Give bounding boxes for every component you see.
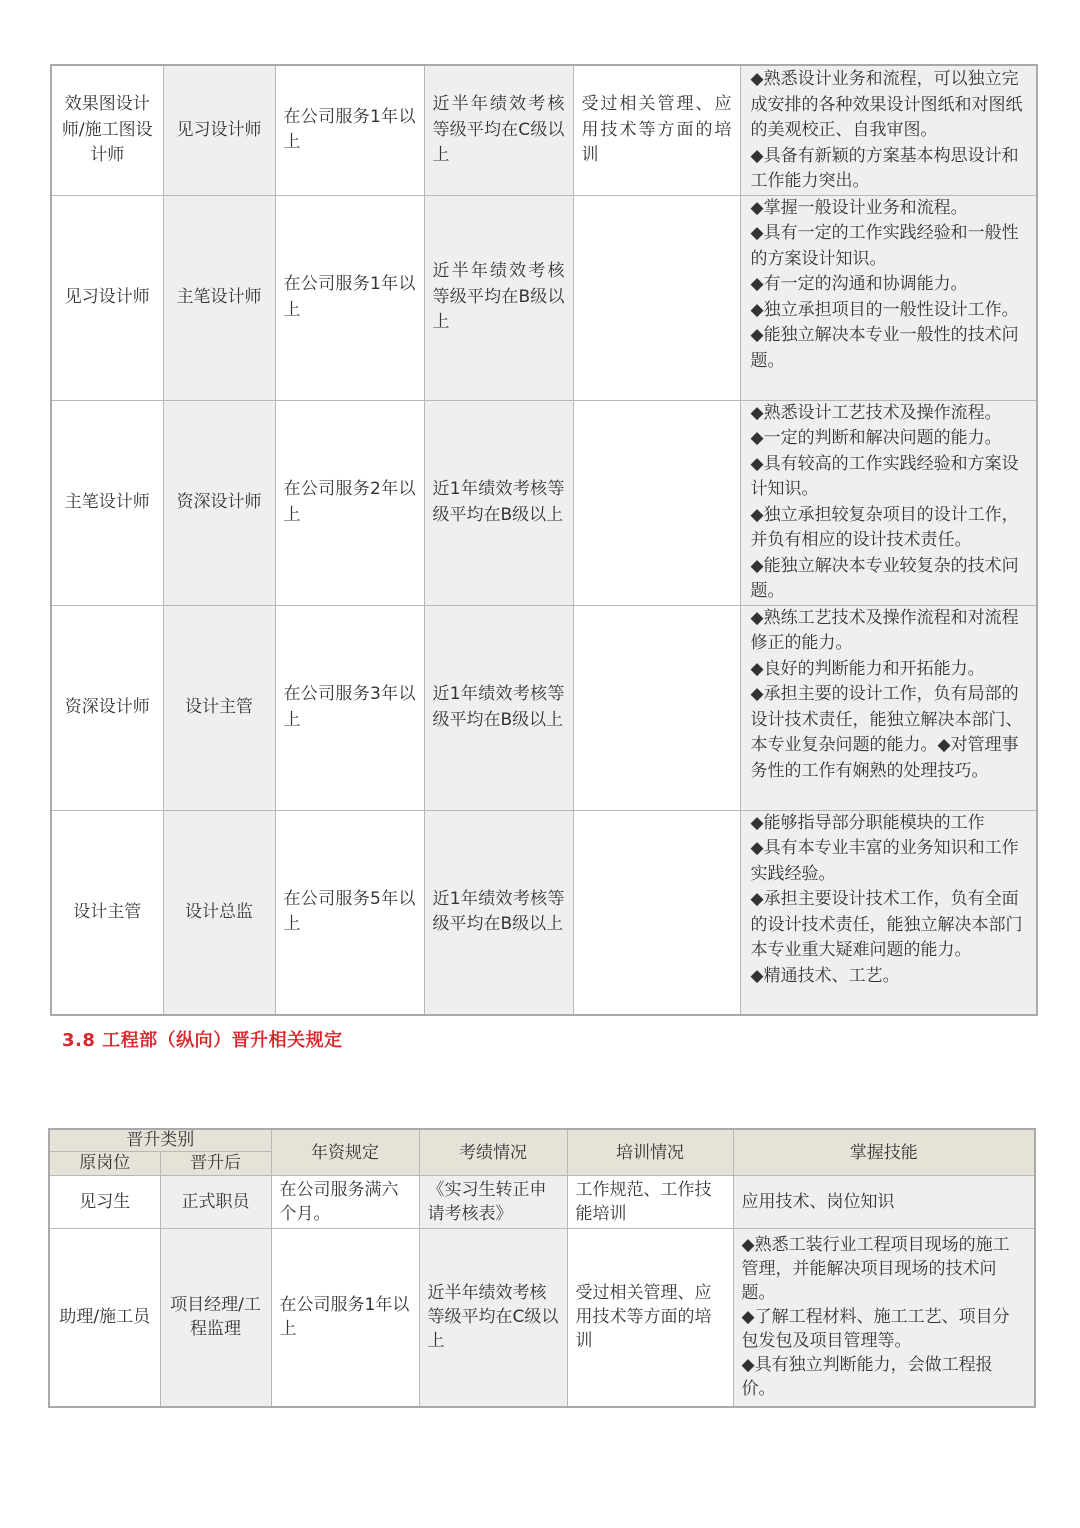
- seniority-cell: 在公司服务1年以上: [271, 1229, 419, 1407]
- table-row: [51, 605, 1037, 810]
- original-position-cell: 资深设计师: [51, 605, 163, 810]
- section-heading: 3.8 工程部（纵向）晋升相关规定: [62, 1030, 343, 1051]
- table-row: [49, 1229, 1035, 1407]
- table-row: [51, 810, 1037, 1015]
- skill-item: ◆熟悉设计业务和流程，可以独立完成安排的各种效果设计图纸和对图纸的美观校正、自我审图。: [750, 69, 1023, 140]
- skill-item: ◆能独立解决本专业较复杂的技术问题。: [750, 555, 1019, 601]
- header-seniority: 年资规定: [271, 1129, 419, 1176]
- skill-item: ◆精通技术、工艺。: [750, 965, 900, 986]
- skill-item: ◆具有独立判断能力，会做工程报价。: [741, 1355, 993, 1400]
- performance-cell: 近半年绩效考核等级平均在C级以上: [419, 1229, 567, 1407]
- header-original-position: 原岗位: [49, 1152, 160, 1176]
- skills-cell: [733, 1176, 1035, 1229]
- performance-cell: 近1年绩效考核等级平均在B级以上: [424, 605, 573, 810]
- table-row: [51, 400, 1037, 605]
- header-performance: 考绩情况: [419, 1129, 567, 1176]
- skill-item: ◆熟悉工装行业工程项目现场的施工管理，并能解决项目现场的技术问题。: [741, 1235, 1010, 1304]
- skills-cell: [740, 195, 1037, 400]
- promoted-position-cell: 主笔设计师: [163, 195, 275, 400]
- performance-cell: 近1年绩效考核等级平均在B级以上: [424, 400, 573, 605]
- performance-cell: 近1年绩效考核等级平均在B级以上: [424, 810, 573, 1015]
- seniority-cell: 在公司服务1年以上: [275, 65, 424, 195]
- training-cell: 工作规范、工作技能培训: [567, 1176, 733, 1229]
- seniority-cell: 在公司服务满六个月。: [271, 1176, 419, 1229]
- header-skills: 掌握技能: [733, 1129, 1035, 1176]
- skill-item: ◆有一定的沟通和协调能力。: [750, 274, 968, 294]
- skill-item: ◆熟悉设计工艺技术及操作流程。: [750, 402, 1002, 423]
- original-position-cell: 设计主管: [51, 810, 163, 1015]
- training-cell: [573, 400, 740, 605]
- skill-item: ◆能独立解决本专业一般性的技术问题。: [750, 325, 1019, 371]
- promoted-position-cell: 设计主管: [163, 605, 275, 810]
- skill-item: 应用技术、岗位知识: [741, 1192, 895, 1212]
- skill-item: ◆承担主要设计技术工作，负有全面的设计技术责任，能独立解决本部门本专业重大疑难问题的能力。: [750, 889, 1023, 960]
- engineering-promotion-table: [48, 1128, 1036, 1408]
- header-promoted-position: 晋升后: [160, 1152, 271, 1176]
- training-cell: [573, 810, 740, 1015]
- skill-item: ◆熟练工艺技术及操作流程和对流程修正的能力。: [750, 607, 1019, 653]
- skills-cell: [740, 810, 1037, 1015]
- original-position-cell: 助理/施工员: [49, 1229, 160, 1407]
- table-row: [51, 65, 1037, 195]
- skills-cell: [740, 605, 1037, 810]
- skill-item: ◆能够指导部分职能模块的工作: [750, 812, 985, 833]
- seniority-cell: 在公司服务3年以上: [275, 605, 424, 810]
- skill-item: ◆了解工程材料、施工工艺、项目分包发包及项目管理等。: [741, 1307, 1010, 1352]
- performance-cell: 近半年绩效考核等级平均在C级以上: [424, 65, 573, 195]
- skill-item: ◆掌握一般设计业务和流程。: [750, 197, 968, 218]
- training-cell: [573, 195, 740, 400]
- original-position-cell: 见习生: [49, 1176, 160, 1229]
- training-cell: 受过相关管理、应用技术等方面的培训: [573, 65, 740, 195]
- header-row: [49, 1129, 1035, 1152]
- training-cell: 受过相关管理、应用技术等方面的培训: [567, 1229, 733, 1407]
- training-cell: [573, 605, 740, 810]
- skill-item: ◆独立承担较复杂项目的设计工作，并负有相应的设计技术责任。: [750, 504, 1019, 550]
- promoted-position-cell: 项目经理/工程监理: [160, 1229, 271, 1407]
- skill-item: ◆承担主要的设计工作，负有局部的设计技术责任，能独立解决本部门、本专业复杂问题的能力。◆对管理事务性的工作有娴熟的处理技巧。: [750, 684, 1023, 781]
- promoted-position-cell: 设计总监: [163, 810, 275, 1015]
- skills-cell: [733, 1229, 1035, 1407]
- original-position-cell: 效果图设计师/施工图设计师: [51, 65, 163, 195]
- skills-cell: [740, 400, 1037, 605]
- seniority-cell: 在公司服务1年以上: [275, 195, 424, 400]
- seniority-cell: 在公司服务2年以上: [275, 400, 424, 605]
- table-row: [49, 1176, 1035, 1229]
- skill-item: ◆具有较高的工作实践经验和方案设计知识。: [750, 453, 1019, 499]
- skill-item: ◆良好的判断能力和开拓能力。: [750, 658, 985, 679]
- performance-cell: 《实习生转正申请考核表》: [419, 1176, 567, 1229]
- skill-item: ◆具备有新颖的方案基本构思设计和工作能力突出。: [750, 145, 1019, 191]
- promoted-position-cell: 资深设计师: [163, 400, 275, 605]
- table-row: [51, 195, 1037, 400]
- seniority-cell: 在公司服务5年以上: [275, 810, 424, 1015]
- original-position-cell: 主笔设计师: [51, 400, 163, 605]
- original-position-cell: 见习设计师: [51, 195, 163, 400]
- skill-item: ◆独立承担项目的一般性设计工作。: [750, 299, 1019, 320]
- skill-item: ◆具有一定的工作实践经验和一般性的方案设计知识。: [750, 223, 1019, 269]
- skill-item: ◆一定的判断和解决问题的能力。: [750, 428, 1002, 448]
- header-promotion-category: 晋升类别: [49, 1129, 271, 1152]
- promoted-position-cell: 见习设计师: [163, 65, 275, 195]
- skills-cell: [740, 65, 1037, 195]
- design-promotion-table: [50, 64, 1038, 1016]
- promoted-position-cell: 正式职员: [160, 1176, 271, 1229]
- performance-cell: 近半年绩效考核等级平均在B级以上: [424, 195, 573, 400]
- skill-item: ◆具有本专业丰富的业务知识和工作实践经验。: [750, 838, 1019, 884]
- header-training: 培训情况: [567, 1129, 733, 1176]
